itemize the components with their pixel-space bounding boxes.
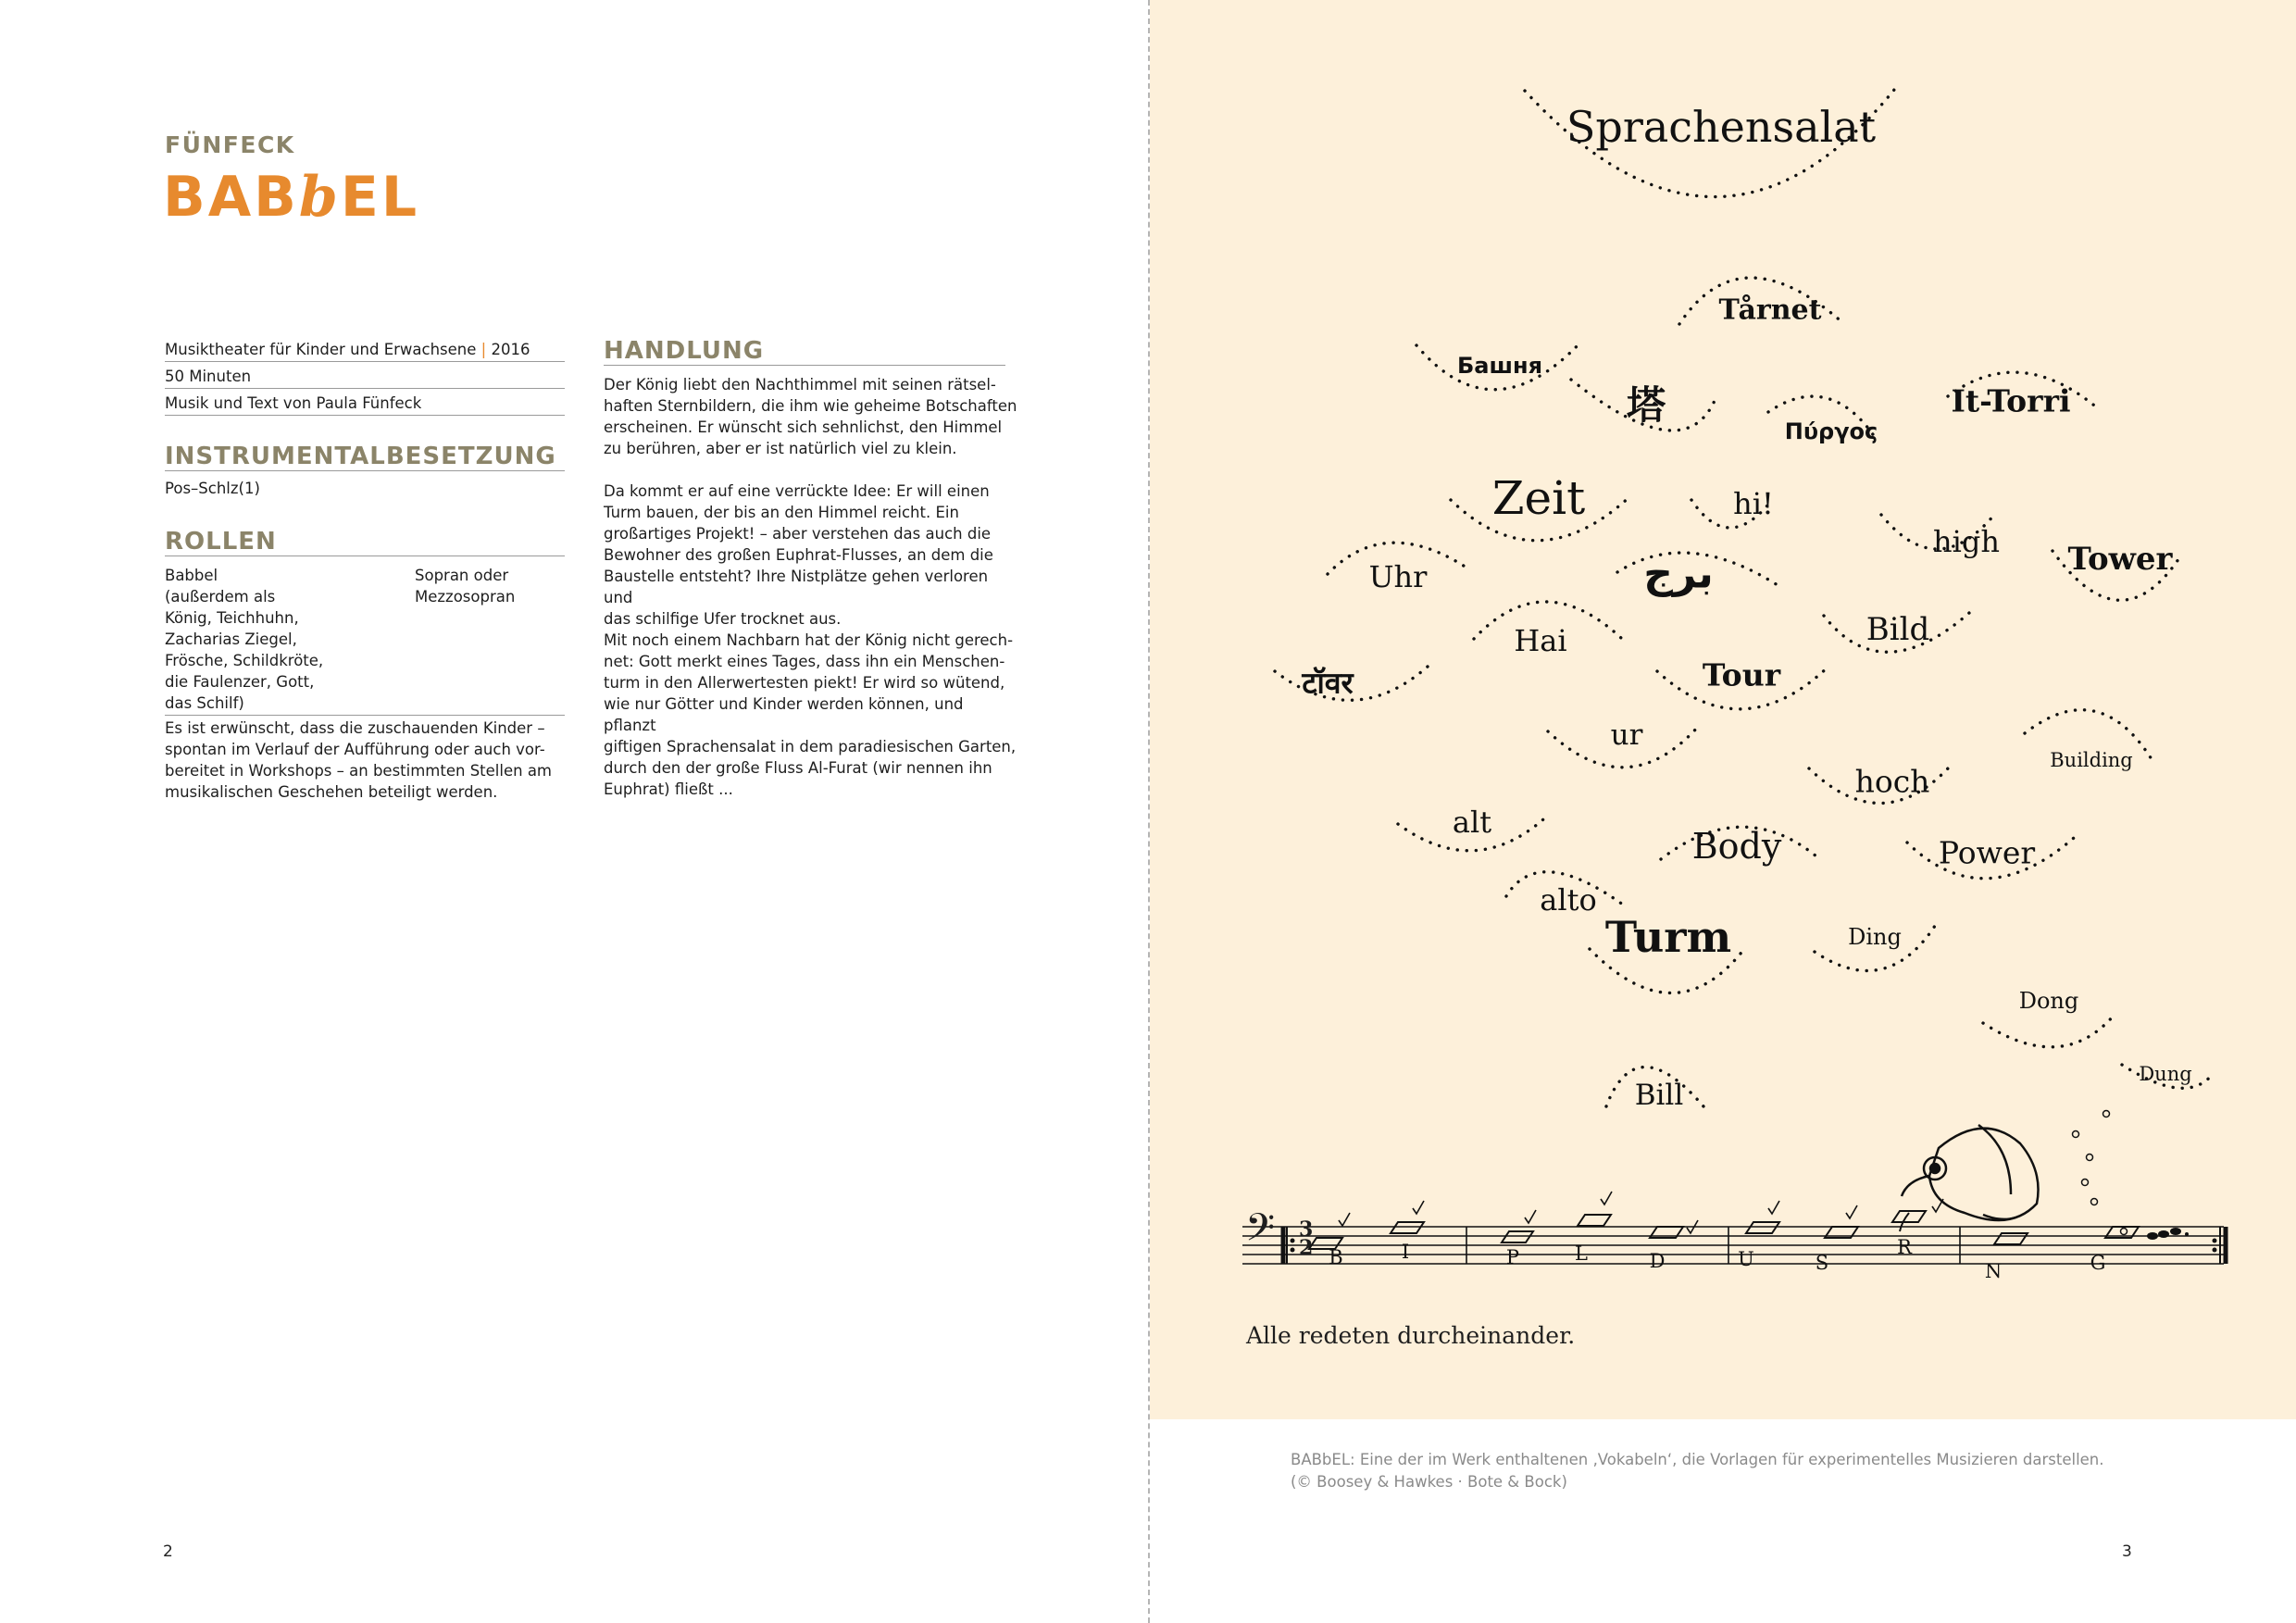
plot-line: Turm bauen, der bis an den Himmel reicht. Ein bbox=[604, 504, 959, 521]
voice-line: Sopran oder bbox=[415, 567, 509, 584]
note-line: musikalischen Geschehen beteiligt werden. bbox=[165, 783, 498, 801]
time-sig-top: 3 bbox=[1299, 1217, 1314, 1242]
word: high bbox=[1933, 524, 2000, 559]
word: Tårnet bbox=[1718, 293, 1822, 327]
plot-line: durch den der große Fluss Al-Furat (wir nennen ihn bbox=[604, 759, 992, 777]
plot-line: turm in den Allerwertesten piekt! Er wird so wütend, bbox=[604, 674, 1005, 692]
role-voice bbox=[415, 565, 563, 607]
plot-line: Der König liebt den Nachthimmel mit seinen rätsel- bbox=[604, 376, 996, 393]
roles-divider bbox=[165, 715, 565, 716]
word: برج bbox=[1643, 550, 1714, 598]
role-line: Babbel bbox=[165, 567, 218, 584]
arc-dong bbox=[1983, 1017, 2113, 1047]
note-letter: S bbox=[1815, 1252, 1829, 1274]
note-letter: P bbox=[1505, 1246, 1520, 1268]
word: Turm bbox=[1604, 912, 1732, 962]
music-staff bbox=[1242, 1227, 2226, 1264]
participation-note bbox=[165, 718, 572, 803]
roles-heading: ROLLEN bbox=[165, 528, 565, 556]
score-caption: Alle redeten durcheinander. bbox=[1246, 1322, 1576, 1349]
word: Uhr bbox=[1368, 559, 1428, 594]
word: Bild bbox=[1866, 611, 1930, 648]
instrumentation-heading: INSTRUMENTALBESETZUNG bbox=[165, 443, 565, 471]
note-letter: G bbox=[2090, 1252, 2106, 1274]
word: 塔 bbox=[1626, 382, 1666, 428]
title-flat-b: b bbox=[298, 165, 341, 230]
note-line: bereitet in Workshops – an bestimmten Stellen am bbox=[165, 762, 553, 780]
dotted-arcs bbox=[1150, 0, 2296, 1419]
word: Tour bbox=[1702, 656, 1781, 693]
word: Zeit bbox=[1491, 471, 1586, 525]
plot-line: net: Gott merkt eines Tages, dass ihn ein Menschen- bbox=[604, 653, 1005, 670]
word: Tower bbox=[2067, 541, 2173, 578]
role-line: Zacharias Ziegel, bbox=[165, 630, 297, 648]
composer-label: FÜNFECK bbox=[165, 131, 295, 158]
word: Dong bbox=[2018, 988, 2079, 1014]
word: Dung bbox=[2139, 1063, 2192, 1085]
word: hi! bbox=[1733, 486, 1774, 521]
plot-line: Baustelle entsteht? Ihre Nistplätze gehen verloren und bbox=[604, 568, 989, 606]
word: ur bbox=[1610, 718, 1643, 752]
voice-line: Mezzosopran bbox=[415, 588, 516, 606]
word: Πύργος bbox=[1784, 418, 1878, 444]
word: It-Torri bbox=[1951, 382, 2071, 419]
word: alt bbox=[1452, 805, 1492, 840]
note-letter: B bbox=[1329, 1246, 1343, 1268]
plot-line: erscheinen. Er wünscht sich sehnlichst, den Himmel bbox=[604, 418, 1003, 436]
plot-paragraph-2 bbox=[604, 481, 1020, 630]
role-line: die Faulenzer, Gott, bbox=[165, 673, 315, 691]
heading-sprachensalat: Sprachensalat bbox=[1566, 102, 1877, 152]
time-sig-bottom: 2 bbox=[1299, 1236, 1314, 1260]
time-signature bbox=[1299, 1217, 1314, 1260]
plot-line: wie nur Götter und Kinder werden können, und pflanzt bbox=[604, 695, 964, 734]
page-number-right: 3 bbox=[2122, 1542, 2132, 1561]
meta-separator: | bbox=[480, 341, 487, 358]
word: Башня bbox=[1457, 353, 1542, 379]
plot-line: das schilfige Ufer trocknet aus. bbox=[604, 610, 842, 628]
instrumentation-value: Pos–Schlz(1) bbox=[165, 480, 260, 497]
role-line: Frösche, Schildkröte, bbox=[165, 652, 324, 669]
note-line: spontan im Verlauf der Aufführung oder auch vor- bbox=[165, 741, 545, 758]
word: Ding bbox=[1848, 924, 1902, 950]
note-letter: N bbox=[1984, 1260, 2003, 1282]
word: hoch bbox=[1854, 763, 1930, 800]
note-letter: D bbox=[1649, 1250, 1666, 1272]
word: Body bbox=[1691, 826, 1782, 867]
plot-paragraph-1 bbox=[604, 374, 1020, 459]
note-letter: L bbox=[1575, 1242, 1588, 1265]
plot-heading: HANDLUNG bbox=[604, 337, 1005, 366]
meta-genre-row bbox=[165, 341, 565, 362]
plot-line: Bewohner des großen Euphrat-Flusses, an dem die bbox=[604, 546, 993, 564]
plot-line: Mit noch einem Nachbarn hat der König nicht gerech- bbox=[604, 631, 1014, 649]
word: Hai bbox=[1514, 623, 1567, 658]
note-letter: U bbox=[1738, 1248, 1754, 1270]
role-line: König, Teichhuhn, bbox=[165, 609, 299, 627]
note-letter: R bbox=[1897, 1236, 1912, 1258]
plot-paragraph-3 bbox=[604, 630, 1020, 800]
chameleon-drawing bbox=[1900, 1125, 2039, 1231]
final-notes bbox=[2147, 1228, 2189, 1240]
plot-line: Euphrat) fließt ... bbox=[604, 780, 733, 798]
page-number-left: 2 bbox=[163, 1542, 173, 1561]
bubbles bbox=[2073, 1111, 2128, 1235]
note-letter: I bbox=[1401, 1241, 1410, 1263]
caption-line: (© Boosey & Hawkes · Bote & Bock) bbox=[1291, 1473, 1567, 1491]
meta-year: 2016 bbox=[491, 341, 530, 358]
meta-genre: Musiktheater für Kinder und Erwachsene bbox=[165, 341, 477, 358]
plot-line: haften Sternbildern, die ihm wie geheime Botschaften bbox=[604, 397, 1017, 415]
word: alto bbox=[1540, 882, 1597, 918]
plot-line: giftigen Sprachensalat in dem paradiesischen Garten, bbox=[604, 738, 1017, 755]
work-title: BABbEL bbox=[163, 165, 420, 230]
word: टॉवर bbox=[1302, 665, 1354, 701]
plot-line: Da kommt er auf eine verrückte Idee: Er will einen bbox=[604, 482, 990, 500]
meta-credits: Musik und Text von Paula Fünfeck bbox=[165, 394, 565, 416]
figure-caption bbox=[1291, 1449, 2179, 1493]
note-line: Es ist erwünscht, dass die zuschauenden Kinder – bbox=[165, 719, 545, 737]
caption-line: BABbEL: Eine der im Werk enthaltenen ‚Vokabeln‘, die Vorlagen für experimentelles Musizieren darstellen. bbox=[1291, 1451, 2104, 1468]
word: Bill bbox=[1634, 1079, 1684, 1112]
word: Building bbox=[2050, 749, 2133, 771]
meta-duration: 50 Minuten bbox=[165, 368, 565, 389]
word: Power bbox=[1938, 834, 2036, 871]
role-babbel bbox=[165, 565, 406, 714]
plot-line: zu berühren, aber er ist natürlich viel zu klein. bbox=[604, 440, 957, 457]
bass-clef: 𝄢 bbox=[1245, 1205, 1276, 1259]
role-line: (außerdem als bbox=[165, 588, 276, 606]
plot-line: großartiges Projekt! – aber verstehen das auch die bbox=[604, 525, 992, 543]
role-line: das Schilf) bbox=[165, 694, 244, 712]
